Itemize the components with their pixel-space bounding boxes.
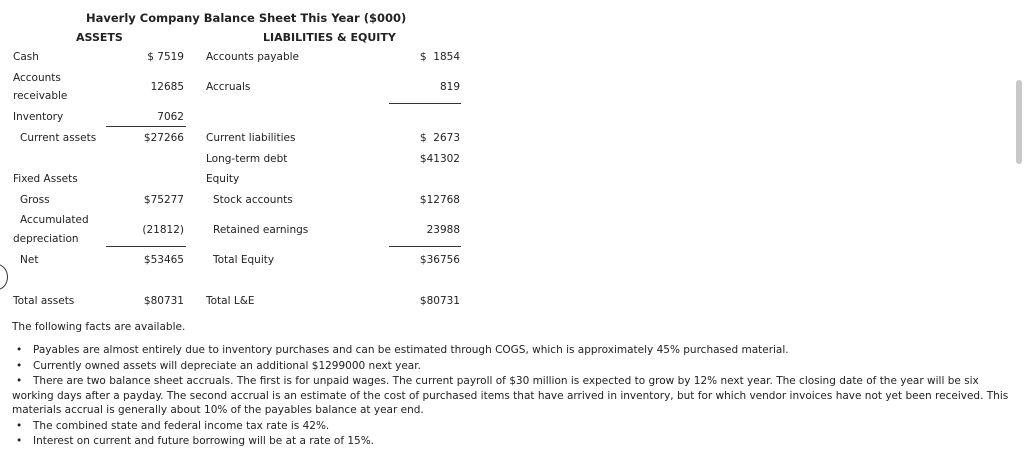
total-assets-value: $80731 bbox=[143, 295, 184, 307]
cash-label: Cash bbox=[13, 51, 39, 63]
list-item bbox=[12, 359, 1020, 374]
retained-earnings-value: 23988 bbox=[426, 224, 460, 236]
sheet-title: Haverly Company Balance Sheet This Year ($000) bbox=[86, 11, 407, 25]
accumulated-label-line1: Accumulated bbox=[20, 214, 89, 226]
current-assets-label: Current assets bbox=[20, 132, 97, 144]
net-rule bbox=[106, 246, 186, 247]
accounts-payable-label: Accounts payable bbox=[206, 51, 299, 63]
list-item bbox=[12, 343, 1020, 358]
partial-circle-decoration bbox=[0, 264, 8, 290]
retained-earnings-label: Retained earnings bbox=[213, 224, 309, 236]
current-assets-value: $27266 bbox=[143, 132, 184, 144]
total-equity-label: Total Equity bbox=[213, 254, 275, 266]
gross-label: Gross bbox=[20, 194, 50, 206]
receivable-label-line2: receivable bbox=[13, 90, 68, 102]
equity-label: Equity bbox=[206, 173, 240, 185]
bullet-icon: • bbox=[16, 435, 23, 447]
fixed-assets-label: Fixed Assets bbox=[13, 173, 78, 185]
facts-list bbox=[12, 343, 1020, 450]
bullet-icon: • bbox=[16, 419, 23, 432]
fact-text: Payables are almost entirely due to inventory purchases and can be estimated through COGS, which is approximately 45% purchased material. bbox=[33, 344, 789, 356]
long-term-debt-value: $41302 bbox=[419, 153, 460, 165]
bullet-icon: • bbox=[16, 344, 23, 356]
fact-text: There are two balance sheet accruals. The first is for unpaid wages. The current payroll of $30 million is expected to grow by 12% next year. The closing date of the year will be six working days after a payday. The second accrual is an estimate of the cost of purchased items that have arrived in inventory, but for which vendor invoices have not yet been received. This materials accrual is generally about 10% of the payables balance at year end. bbox=[12, 375, 1009, 416]
gross-value: $75277 bbox=[143, 194, 184, 206]
inventory-value: 7062 bbox=[157, 111, 184, 123]
accounts-payable-value: $ 1854 bbox=[419, 51, 460, 63]
receivable-label-line1: Accounts bbox=[13, 72, 61, 84]
stock-accounts-label: Stock accounts bbox=[213, 194, 293, 206]
liabilities-equity-header: LIABILITIES & EQUITY bbox=[263, 31, 396, 44]
current-assets-rule bbox=[106, 126, 186, 127]
list-item bbox=[12, 419, 1020, 434]
net-label: Net bbox=[20, 254, 39, 266]
total-le-label: Total L&E bbox=[206, 295, 255, 307]
accumulated-value: (21812) bbox=[142, 224, 184, 236]
list-item bbox=[12, 434, 1020, 449]
total-equity-rule bbox=[389, 246, 461, 247]
accruals-label: Accruals bbox=[206, 81, 251, 93]
cash-value: $ 7519 bbox=[147, 51, 184, 63]
accumulated-label-line2: depreciation bbox=[13, 233, 79, 245]
stock-accounts-value: $12768 bbox=[419, 194, 460, 206]
inventory-label: Inventory bbox=[13, 111, 64, 123]
fact-text: Currently owned assets will depreciate an additional $1299000 next year. bbox=[33, 359, 421, 372]
fact-text: Interest on current and future borrowing will be at a rate of 15%. bbox=[33, 435, 375, 447]
total-equity-value: $36756 bbox=[419, 254, 460, 266]
long-term-debt-label: Long-term debt bbox=[206, 153, 288, 165]
fact-text: The combined state and federal income tax rate is 42%. bbox=[33, 419, 330, 432]
current-liabilities-value: $ 2673 bbox=[419, 132, 460, 144]
net-value: $53465 bbox=[143, 254, 184, 266]
list-item bbox=[12, 374, 1020, 418]
bullet-icon: • bbox=[16, 359, 23, 372]
assets-header: ASSETS bbox=[76, 31, 123, 44]
accruals-value: 819 bbox=[439, 81, 460, 93]
total-assets-label: Total assets bbox=[13, 295, 75, 307]
current-liabilities-label: Current liabilities bbox=[206, 132, 296, 144]
receivable-value: 12685 bbox=[150, 81, 184, 93]
facts-intro: The following facts are available. bbox=[12, 321, 186, 333]
bullet-icon: • bbox=[16, 375, 23, 387]
total-le-value: $80731 bbox=[419, 295, 460, 307]
vertical-scrollbar[interactable] bbox=[1016, 80, 1022, 164]
current-liabilities-rule bbox=[389, 103, 461, 104]
